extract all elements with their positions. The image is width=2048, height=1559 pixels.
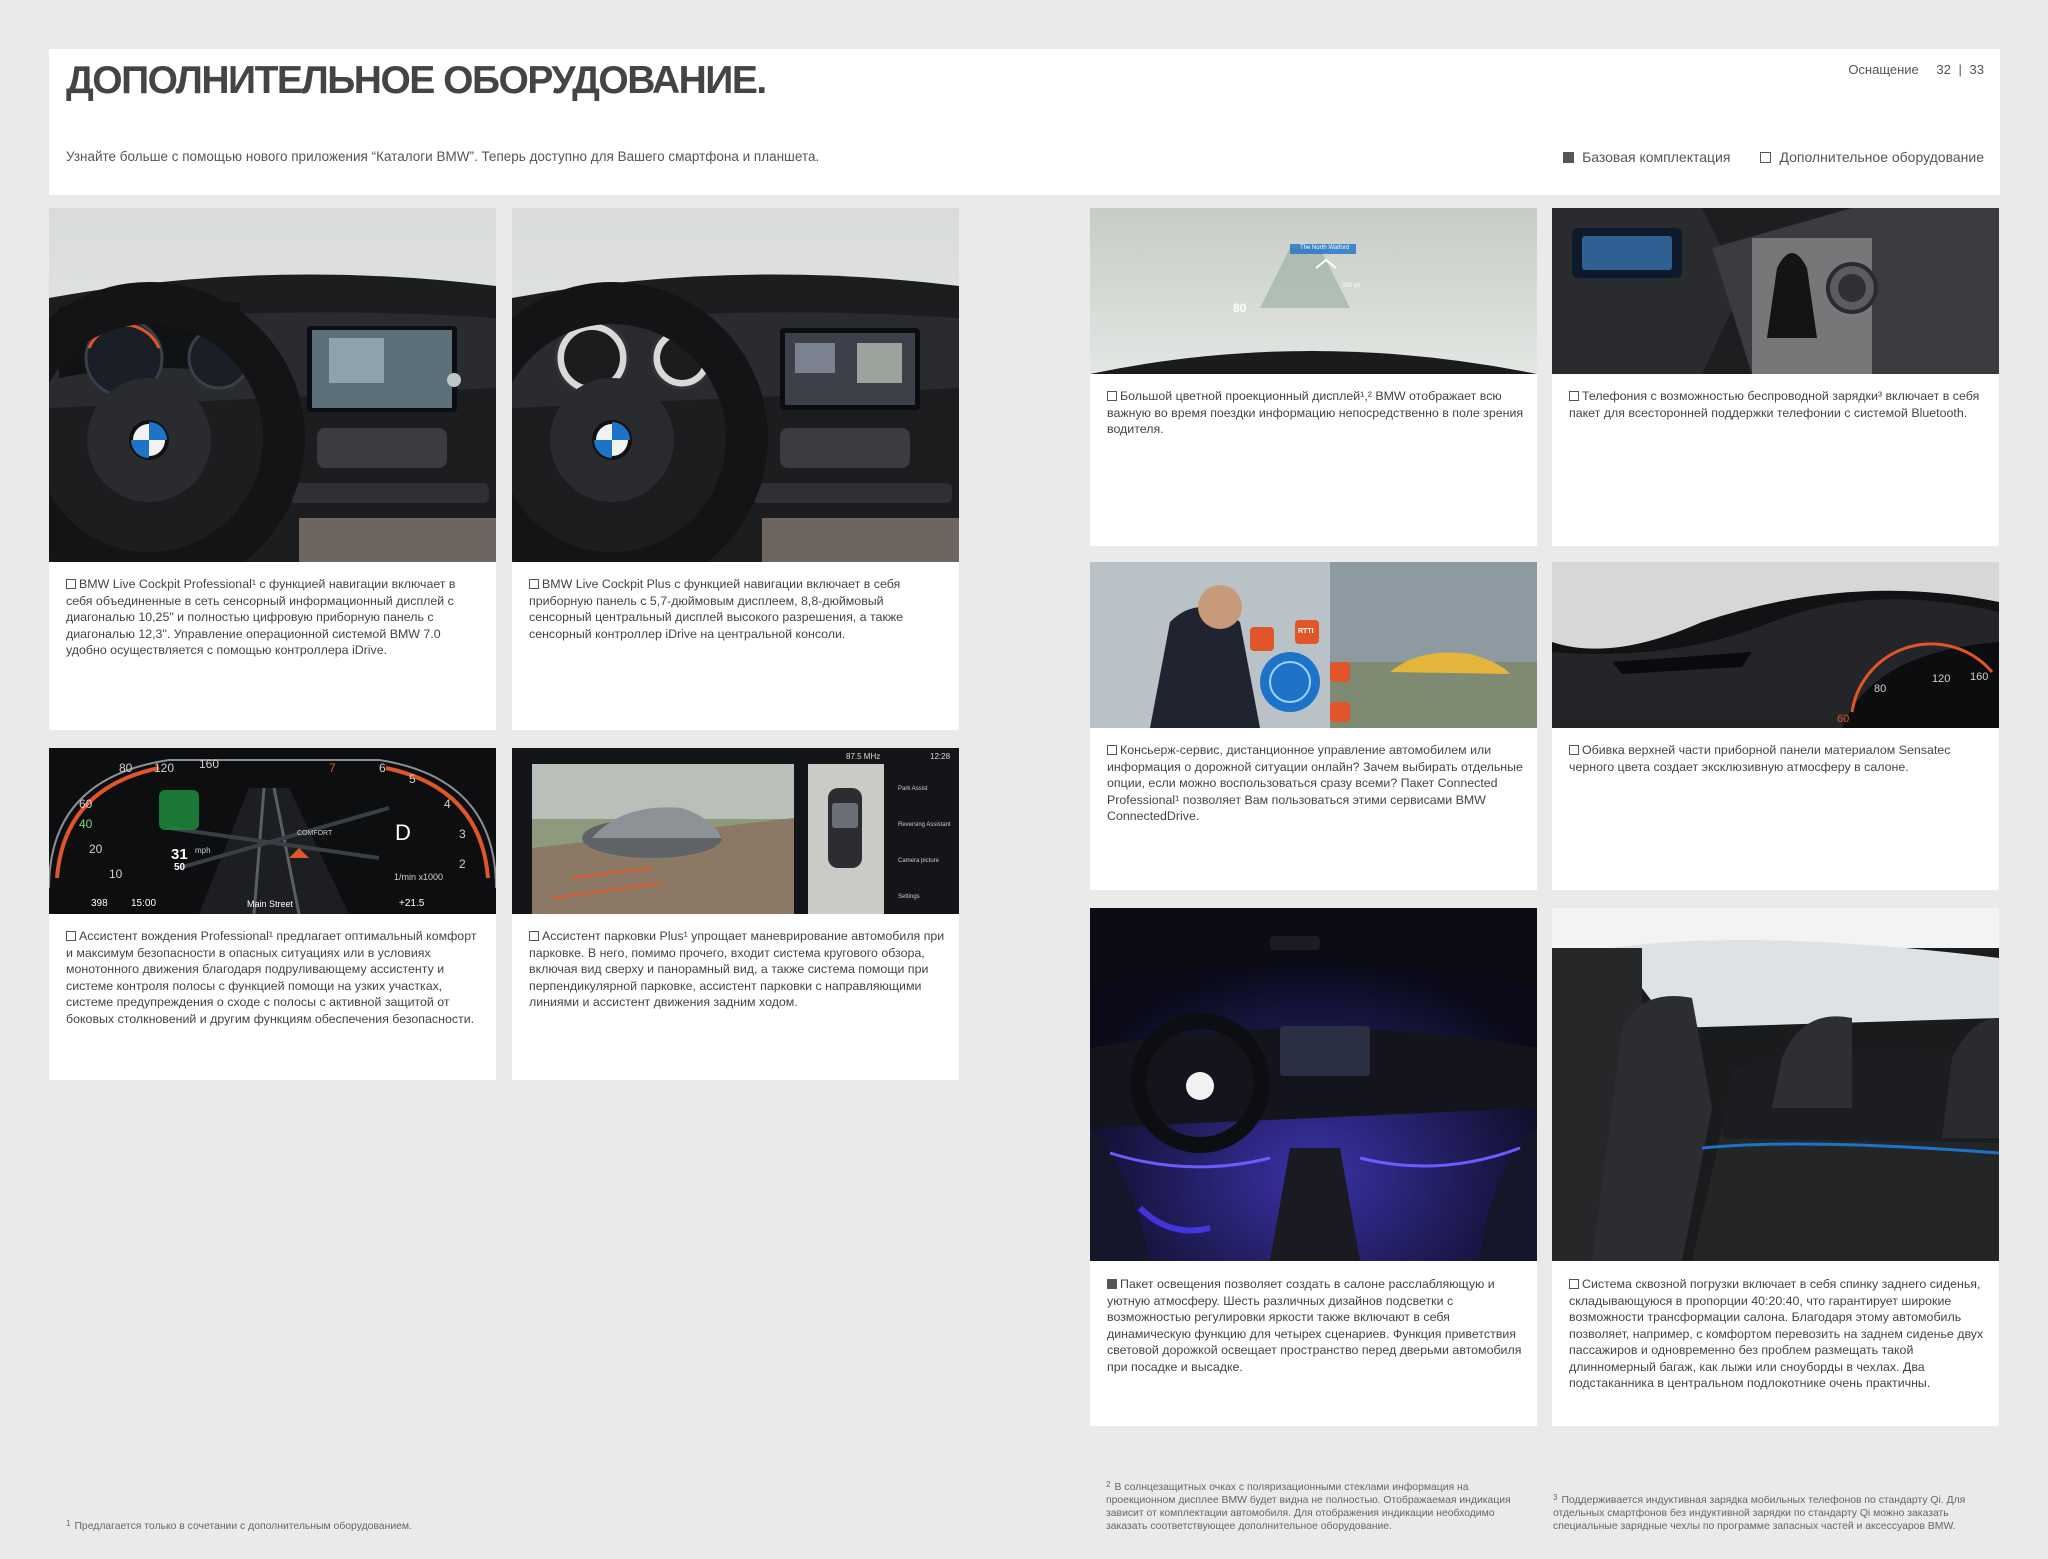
svg-text:7: 7 — [329, 761, 336, 775]
empty-square-icon — [1569, 391, 1579, 401]
card-driving-assistant — [49, 748, 496, 1080]
connected-drive-photo — [1090, 562, 1537, 728]
footnote-3 — [1553, 1491, 1993, 1533]
page-number-right: 33 — [1969, 62, 1984, 77]
card-ambient-lighting — [1090, 908, 1537, 1426]
telephony-text: Телефония с возможностью беспроводной зарядки³ включает в себя пакет для всесторонней поддержки телефонии с системой Bluetooth. — [1569, 389, 1980, 420]
footnote-1-number: 1 — [66, 1519, 71, 1528]
park-radio: 87.5 MHz — [846, 752, 881, 761]
empty-square-icon — [1569, 745, 1579, 755]
legend-base — [1563, 149, 1730, 165]
cluster-temp: +21.5 — [399, 898, 425, 909]
filled-square-icon — [1107, 1279, 1117, 1289]
svg-text:3: 3 — [459, 827, 466, 841]
svg-text:10: 10 — [109, 867, 123, 881]
svg-text:2: 2 — [459, 857, 466, 871]
empty-square-icon — [66, 579, 76, 589]
svg-text:1/min x1000: 1/min x1000 — [394, 872, 444, 882]
through-loading-text: Система сквозной погрузки включает в себя спинку заднего сиденья, складывающуюся в пропорции 40:20:40, что гарантирует широкие возможности трансформации салона. Благодаря этому автомобиль позволяет, например, с комфортом перевозить на заднем сиденье двух пассажиров и одновременно без проблем размещать такой длинномерный багаж, как лыжи или сноуборды в чехлах. Два подстаканника в центральном подлокотнике очень практичны. — [1569, 1277, 1984, 1390]
footnote-3-text: Поддерживается индуктивная зарядка мобильных телефонов по стандарту Qi. Для отдельных смартфонов без индуктивной зарядки по стандарту Qi можно заказать специальные зарядные чехлы по программе запасных частей и аксессуаров BMW. — [1553, 1495, 1966, 1532]
cockpit-plus-text: BMW Live Cockpit Plus с функцией навигации включает в себя приборную панель с 5,7-дюймовым дисплеем, 8,8-дюймовый сенсорный центральный дисплей высокого разрешения, а также сенсорный контроллер iDrive на центральной консоли. — [529, 577, 904, 641]
intro-text: Узнайте больше с помощью нового приложения “Каталоги BMW”. Теперь доступно для Вашего смартфона и планшета. — [66, 149, 820, 164]
sensatec-photo — [1552, 562, 1999, 728]
legend-optional — [1760, 149, 1984, 165]
parking-assistant-text: Ассистент парковки Plus¹ упрощает маневрирование автомобиля при парковке. В него, помимо прочего, входит система кругового обзора, включая вид сверху и панорамный вид, а также система помощи при перпендикулярной парковке, ассистент парковки с направляющими линиями и ассистент движения задним ходом. — [529, 929, 945, 1009]
empty-square-icon — [529, 579, 539, 589]
footnote-2 — [1106, 1478, 1536, 1533]
ambient-lighting-text: Пакет освещения позволяет создать в салоне расслабляющую и уютную атмосферу. Шесть различных дизайнов подсветки с возможностью регулировки яркости также включают в себя динамическую функцию для четырех сценариев. Функция приветствия световой дорожкой освещает пространство перед дверьми автомобиля при посадке и высадке. — [1107, 1277, 1522, 1374]
cluster-gear: D — [395, 820, 411, 845]
cluster-time: 15:00 — [131, 898, 157, 909]
card-sensatec — [1552, 562, 1999, 890]
footnote-2-number: 2 — [1106, 1480, 1111, 1489]
hud-distance: 300 yd — [1342, 283, 1361, 289]
empty-square-icon — [1760, 152, 1771, 163]
svg-text:160: 160 — [199, 757, 220, 771]
legend — [1563, 149, 1984, 165]
page-separator: | — [1958, 62, 1962, 77]
ambient-lighting-photo — [1090, 908, 1537, 1261]
rtti-label: RTTI — [1298, 628, 1314, 635]
cockpit-professional-caption — [66, 576, 484, 659]
parking-assistant-caption — [529, 928, 947, 1011]
telephony-photo — [1552, 208, 1999, 374]
cockpit-professional-photo — [49, 208, 496, 562]
card-parking-assistant — [512, 748, 959, 1080]
sensatec-caption — [1569, 742, 1987, 775]
head-up-display-photo — [1090, 208, 1537, 374]
page-header — [49, 49, 2000, 195]
legend-base-label: Базовая комплектация — [1582, 149, 1731, 165]
empty-square-icon — [1569, 1279, 1579, 1289]
hud-street: The North Watford — [1300, 245, 1350, 251]
svg-text:80: 80 — [1874, 683, 1887, 695]
through-loading-caption — [1569, 1276, 1987, 1392]
park-menu-4: Settings — [898, 894, 920, 900]
svg-text:40: 40 — [79, 817, 93, 831]
svg-text:80: 80 — [119, 761, 133, 775]
cluster-range: 398 — [91, 898, 108, 909]
card-head-up-display — [1090, 208, 1537, 546]
card-cockpit-plus — [512, 208, 959, 730]
through-loading-photo — [1552, 908, 1999, 1261]
driving-assistant-caption — [66, 928, 484, 1027]
footnote-3-number: 3 — [1553, 1493, 1558, 1502]
svg-text:160: 160 — [1970, 671, 1989, 683]
empty-square-icon — [1107, 745, 1117, 755]
connected-drive-caption — [1107, 742, 1525, 825]
cockpit-professional-text: BMW Live Cockpit Professional¹ с функцией навигации включает в себя объединенные в сеть сенсорный информационный дисплей с диагональю 10,25" и полностью цифровую приборную панель с диагональю 12,3". Управление операционной системой BMW 7.0 удобно осуществляется с помощью контроллера iDrive. — [66, 577, 456, 657]
svg-text:5: 5 — [409, 772, 416, 786]
cluster-street: Main Street — [247, 899, 294, 909]
head-up-display-caption — [1107, 388, 1525, 438]
cluster-mode: COMFORT — [297, 830, 333, 837]
svg-text:60: 60 — [79, 797, 93, 811]
page-title: ДОПОЛНИТЕЛЬНОЕ ОБОРУДОВАНИЕ. — [66, 59, 766, 102]
card-through-loading — [1552, 908, 1999, 1426]
svg-text:60: 60 — [1837, 713, 1850, 725]
driving-assistant-screen — [49, 748, 496, 914]
legend-optional-label: Дополнительное оборудование — [1779, 149, 1984, 165]
card-connected-drive — [1090, 562, 1537, 890]
svg-text:120: 120 — [1932, 673, 1951, 685]
cluster-unit: mph — [195, 846, 211, 855]
svg-text:6: 6 — [379, 761, 386, 775]
connected-drive-text: Консьерж-сервис, дистанционное управление автомобилем или информация о дорожной ситуации онлайн? Зачем выбирать отдельные опции, если можно воспользоваться сразу всеми? Пакет Connected Professional¹ позволяет Вам пользоваться этими сервисами BMW ConnectedDrive. — [1107, 743, 1523, 823]
cluster-kmh: 50 — [174, 862, 186, 873]
park-time: 12:28 — [930, 752, 951, 761]
head-up-display-text: Большой цветной проекционный дисплей¹,² BMW отображает всю важную во время поездки информацию непосредственно в поле зрения водителя. — [1107, 389, 1524, 436]
footnote-1-text: Предлагается только в сочетании с дополнительным оборудованием. — [74, 1521, 412, 1532]
empty-square-icon — [529, 931, 539, 941]
telephony-caption — [1569, 388, 1987, 421]
svg-text:20: 20 — [89, 842, 103, 856]
ambient-lighting-caption — [1107, 1276, 1525, 1375]
parking-assistant-screen — [512, 748, 959, 914]
cockpit-plus-photo — [512, 208, 959, 562]
filled-square-icon — [1563, 152, 1574, 163]
park-menu-1: Park Assist — [898, 786, 928, 792]
sensatec-text: Обивка верхней части приборной панели материалом Sensatec черного цвета создает эксклюзивную атмосферу в салоне. — [1569, 743, 1951, 774]
svg-text:120: 120 — [154, 761, 175, 775]
hud-speed: 80 — [1233, 301, 1247, 315]
empty-square-icon — [1107, 391, 1117, 401]
footnote-2-text: В солнцезащитных очках с поляризационными стеклами информация на проекционном дисплее BMW будет видна не полностью. Отображаемая индикация зависит от комплектации автомобиля. Для отображения индикации необходимо заказать соответствующее дополнительное оборудование. — [1106, 1482, 1511, 1532]
empty-square-icon — [66, 931, 76, 941]
park-menu-2: Reversing Assistant — [898, 822, 951, 828]
cluster-speed: 31 — [171, 846, 188, 863]
page-number-left: 32 — [1936, 62, 1951, 77]
svg-text:4: 4 — [444, 797, 451, 811]
section-label: Оснащение — [1848, 62, 1919, 77]
card-telephony — [1552, 208, 1999, 546]
cockpit-plus-caption — [529, 576, 947, 642]
footnote-1 — [66, 1517, 566, 1533]
card-cockpit-professional — [49, 208, 496, 730]
driving-assistant-text: Ассистент вождения Professional¹ предлагает оптимальный комфорт и максимум безопасности в опасных ситуациях или в условиях монотонного движения благодаря подруливающему ассистенту и системе контроля полосы с функцией помощи на узких участках, системе предупреждения о сходе с полосы с активной защитой от боковых столкновений и другим функциям обеспечения безопасности. — [66, 929, 477, 1026]
park-menu-3: Camera picture — [898, 858, 940, 864]
pagination — [1848, 62, 1984, 77]
